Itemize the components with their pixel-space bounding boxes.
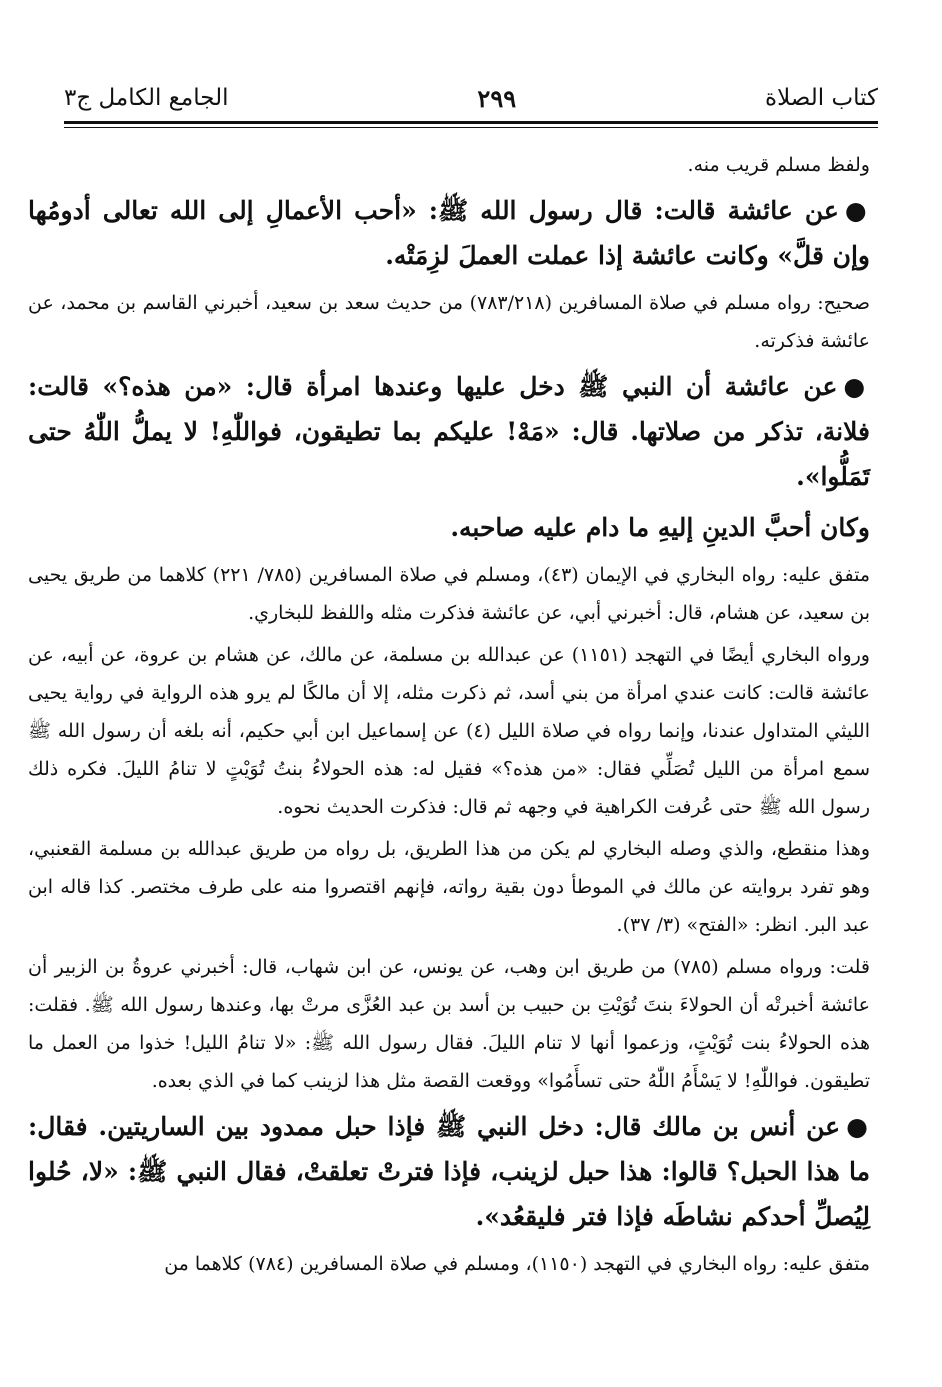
page-body bbox=[28, 146, 870, 1287]
page-number: ٢٩٩ bbox=[477, 83, 517, 113]
commentary-paragraph: قلت: ورواه مسلم (٧٨٥) من طريق ابن وهب، عن يونس، عن ابن شهاب، قال: أخبرني عروةُ بن الزبير أن عائشة أخبرتْه أن الحولاءَ بنتَ تُوَيْتِ بن حبيب بن أسد بن عبد العُزَّى مرتْ بها، وعندها رسول الله ﷺ. فقلت: هذه الحولاءُ بنت تُوَيْتٍ، وزعموا أنها لا تنام الليلَ. فقال رسول الله ﷺ: «لا تنامُ الليل! خذوا من العمل ما تطيقون. فواللّٰهِ! لا يَسْأَمُ اللّٰهُ حتى تسأَمُوا» ووقعت القصة مثل هذا لزينب كما في الذي بعده. bbox=[28, 956, 871, 1092]
header-rule-thin bbox=[64, 127, 878, 128]
takhrij-paragraph: صحيح: رواه مسلم في صلاة المسافرين (٧٨٣/٢١٨) من حديث سعد بن سعيد، أخبرني القاسم بن محمد، عن عائشة فذكرته. bbox=[28, 292, 870, 352]
header-rule-thick bbox=[64, 121, 878, 124]
commentary-paragraph: وهذا منقطع، والذي وصله البخاري لم يكن من هذا الطريق، بل رواه من طريق عبدالله بن مسلمة القعنبي، وهو تفرد بروايته عن مالك في الموطأ دون بقية رواته، فإنهم اقتصروا منه على طرف مختصر. كذا قاله ابن عبد البر. انظر: «الفتح» (٣/ ٣٧). bbox=[28, 838, 870, 936]
text-line: ولفظ مسلم قريب منه. bbox=[687, 154, 870, 176]
bullet-icon: ● bbox=[843, 372, 870, 401]
takhrij-paragraph: متفق عليه: رواه البخاري في الإيمان (٤٣)، ومسلم في صلاة المسافرين (٧٨٥/ ٢٢١) كلاهما من طريق يحيى بن سعيد، عن هشام، قال: أخبرني أبي، عن عائشة فذكرت مثله واللفظ للبخاري. bbox=[28, 564, 871, 624]
bullet-icon: ● bbox=[844, 196, 870, 225]
takhrij-paragraph: متفق عليه: رواه البخاري في التهجد (١١٥٠)، ومسلم في صلاة المسافرين (٧٨٤) كلاهما من bbox=[164, 1253, 870, 1275]
hadith-paragraph: ●عن عائشة قالت: قال رسول الله ﷺ: «أحب الأعمالِ إلى الله تعالى أدومُها وإن قلَّ» وكانت عائشة إذا عملت العملَ لزِمَتْه. bbox=[28, 196, 870, 270]
bullet-icon: ● bbox=[846, 1112, 870, 1141]
hadith-paragraph: ●عن عائشة أن النبي ﷺ دخل عليها وعندها امرأة قال: «من هذه؟» قالت: فلانة، تذكر من صلاتها. قال: «مَهْ! عليكم بما تطيقون، فواللّٰهِ! لا يملُّ اللّٰهُ حتى تَمَلُّوا». bbox=[28, 372, 870, 491]
chapter-title: كتاب الصلاة bbox=[765, 85, 878, 111]
hadith-continuation: وكان أحبَّ الدينِ إليهِ ما دام عليه صاحبه. bbox=[450, 513, 870, 542]
book-title: الجامع الكامل ج٣ bbox=[64, 85, 229, 111]
running-header bbox=[64, 78, 878, 118]
commentary-paragraph: ورواه البخاري أيضًا في التهجد (١١٥١) عن عبدالله بن مسلمة، عن مالك، عن هشام بن عروة، عن أبيه، عن عائشة قالت: كانت عندي امرأة من بني أسد، ثم ذكرت مثله، إلا أن مالكًا لم يرو هذه الرواية في رواية يحيى الليثي المتداول عندنا، وإنما رواه في صلاة الليل (٤) عن إسماعيل ابن أبي حكيم، أنه بلغه أن رسول الله ﷺ سمع امرأة من الليل تُصَلِّي فقال: «من هذه؟» فقيل له: هذه الحولاءُ بنتُ تُوَيْتٍ لا تنامُ الليلَ. فكره ذلك رسول الله ﷺ حتى عُرفت الكراهية في وجهه ثم قال: فذكرت الحديث نحوه. bbox=[28, 644, 871, 818]
hadith-paragraph: ●عن أنس بن مالك قال: دخل النبي ﷺ فإذا حبل ممدود بين الساريتين. فقال: ما هذا الحبل؟ قالوا: هذا حبل لزينب، فإذا فترتْ تعلقتْ، فقال النبي ﷺ: «لا، حُلوا لِيُصلِّ أحدكم نشاطَه فإذا فتر فليقعُد». bbox=[28, 1112, 870, 1231]
